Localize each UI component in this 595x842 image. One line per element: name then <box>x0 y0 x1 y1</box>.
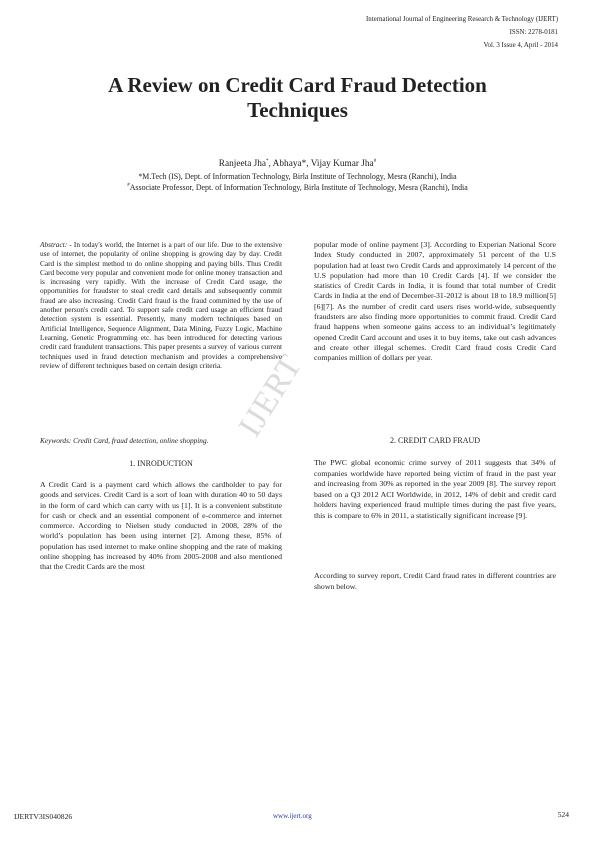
author-name: Ranjeeta Jha <box>218 159 267 169</box>
title-line-1: A Review on Credit Card Fraud Detection <box>108 73 487 97</box>
credit-card-fraud-text: The PWC global economic crime survey of 2011 suggests that 34% of companies worldwide have reported being victim of fraud in the past year and increasing from 30% as reported in the year 2009 [8]. The survey report based on a Q3 2012 ACI Worldwide, in 2012, 14% of debit and credit card holders having experienced fraud multiple times during the past five years, this is compare to 6% in 2011, a statistically significant increase [9]. <box>314 458 556 520</box>
abstract-text: In today's world, the Internet is a part of our life. Due to the extensive use of internet, the popularity of online shopping is growing day by day. Credit Card is the simplest method to do online shopping and paying bills. Thus Credit Card become very popular and convenient mode for online money transaction and is increasing very rapidly. With the increase of Credit Card usage, the opportunities for fraudster to steal credit card details and subsequently commit fraud are also increasing. Credit Card fraud is the fraud committed by the use of another person's credit card. To support safe credit card usage an efficient fraud detection system is essential. Presently, many modern techniques based on Artificial Intelligence, Sequence Alignment, Data Mining, Fuzzy Logic, Machine Learning, Genetic Programming etc. has been introduced for detecting various credit card fraudulent transactions. This paper presents a survey of various current techniques used in fraud detection mechanism and provides a comprehensive review of different techniques based on certain design criteria. <box>40 240 282 370</box>
page-number: 524 <box>557 810 569 819</box>
affiliation-1: *M.Tech (IS), Dept. of Information Technology, Birla Institute of Technology, Mesra (Ranchi), India <box>138 172 457 181</box>
affiliation-2 <box>60 184 535 192</box>
introduction-text: A Credit Card is a payment card which allows the cardholder to pay for goods and services. Credit Card is a sort of loan with duration 40 to 50 days in the form of card which can carry with us [1]. It is a convenient substitute for cash or check and an essential component of e-commerce and internet commerce. According to Nielsen study conducted in 2008, 28% of the world’s population has been using internet [2]. Among these, 85% of population has used internet to make online shopping and the rate of making online shopping has increased by 40% from 2005-2008 and also mentioned that the Credit Cards are the most <box>40 480 282 572</box>
author-name: , Abhaya*, <box>268 159 311 169</box>
paper-id: IJERTV3IS040826 <box>14 812 73 821</box>
section-heading-introduction: 1. INRODUCTION <box>129 459 193 468</box>
keywords: Keywords: Credit Card, fraud detection, online shopping. <box>40 436 209 445</box>
journal-name: International Journal of Engineering Research & Technology (IJERT) <box>365 16 558 23</box>
affiliation-mark: # <box>127 183 130 188</box>
abstract-label: Abstract: - <box>40 240 74 249</box>
section-heading-credit-card-fraud: 2. CREDIT CARD FRAUD <box>389 436 481 445</box>
author-list <box>60 160 535 169</box>
watermark: IJERT <box>232 348 310 444</box>
website-link[interactable]: www.ijert.org <box>273 812 312 820</box>
author-mark: * <box>266 159 269 164</box>
paper-title <box>40 73 555 123</box>
author-name: Vijay Kumar Jha <box>310 159 374 169</box>
issn: ISSN: 2278-0181 <box>509 29 558 36</box>
volume-issue: Vol. 3 Issue 4, April - 2014 <box>483 42 558 49</box>
title-line-2: Techniques <box>247 98 348 122</box>
introduction-text-continued: popular mode of online payment [3]. According to Experian National Score Index Study conducted in 2007, approximately 51 percent of the U.S population had at least two Credit Cards and approximately 14 percent of the U.S population had more than 10 Credit Cards [4]. If we consider the statistics of Credit Cards in India, it is found that total number of Credit Cards in India at the end of December-31-2012 is about 18 to 18.9 million[5][6][7]. As the number of credit card users rises world-wide, subsequently fraudsters are also finding more opportunities to commit fraud. Credit Card fraud happens when someone gains access to an individual’s legitimately opened Credit Card account and uses it to buy items, take out cash advances and create other illegal schemes. Credit Card fraud costs Credit Card companies million of dollars per year. <box>314 240 556 363</box>
abstract <box>40 240 282 370</box>
credit-card-fraud-text-2: According to survey report, Credit Card fraud rates in different countries are shown below. <box>314 571 556 591</box>
author-mark: # <box>373 159 377 164</box>
affiliation-text: Associate Professor, Dept. of Information Technology, Birla Institute of Technology, Mesra (Ranchi), India <box>129 183 468 192</box>
